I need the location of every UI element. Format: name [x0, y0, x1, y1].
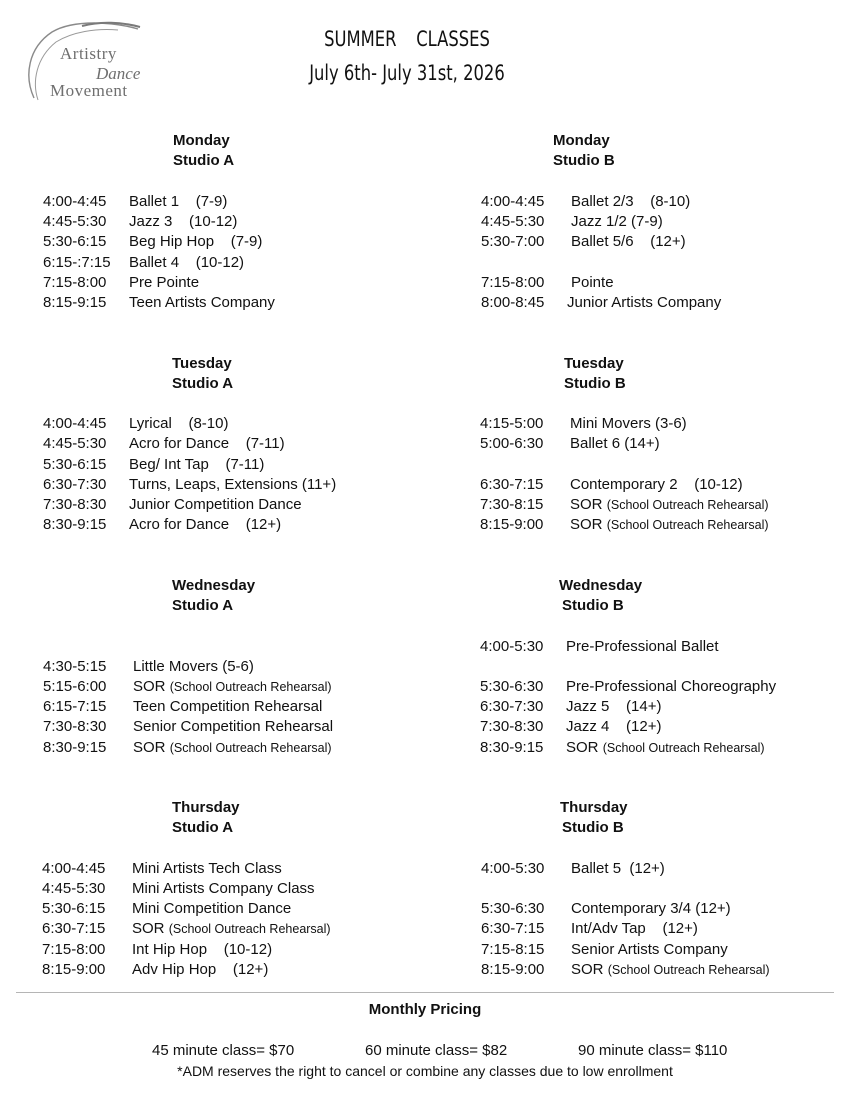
day-name: Thursday	[172, 799, 240, 816]
day-name: Monday	[553, 132, 610, 149]
class-name: Lyrical (8-10)	[129, 415, 229, 432]
class-name: Mini Competition Dance	[132, 900, 292, 917]
class-note: (School Outreach Rehearsal)	[168, 922, 331, 936]
class-name: Adv Hip Hop (12+)	[132, 961, 269, 978]
class-name: SOR	[570, 516, 603, 533]
day-heading-monday-studio-b	[553, 131, 615, 171]
day-name: Wednesday	[172, 577, 256, 594]
class-name: Ballet 2/3 (8-10)	[571, 193, 691, 210]
class-cell	[132, 919, 331, 939]
time-slot: 4:45-5:30	[43, 435, 107, 452]
studio-name: Studio B	[562, 819, 624, 836]
class-name: SOR	[132, 920, 165, 937]
time-slot: 7:15-8:00	[42, 941, 106, 958]
time-slot: 4:00-5:30	[480, 638, 544, 655]
time-slot: 5:30-6:15	[42, 900, 106, 917]
time-slot: 6:30-7:30	[43, 476, 107, 493]
day-heading-thursday-studio-a	[172, 798, 240, 838]
class-note: (School Outreach Rehearsal)	[169, 741, 332, 755]
time-slot: 5:15-6:00	[43, 678, 107, 695]
studio-name: Studio B	[564, 375, 626, 392]
class-cell	[570, 495, 769, 515]
studio-name: Studio A	[173, 152, 235, 169]
class-cell	[571, 960, 770, 980]
class-name: SOR	[566, 739, 599, 756]
time-slot: 8:30-9:15	[480, 739, 544, 756]
class-name: Mini Artists Tech Class	[132, 860, 282, 877]
time-slot: 4:00-4:45	[43, 415, 107, 432]
studio-name: Studio B	[553, 152, 615, 169]
enrollment-note: *ADM reserves the right to cancel or combine any classes due to low enrollment	[177, 1063, 673, 1079]
class-name: Ballet 6 (14+)	[570, 435, 660, 452]
price-90-min: 90 minute class= $110	[578, 1042, 728, 1059]
studio-name: Studio A	[172, 375, 234, 392]
time-slot: 4:45-5:30	[42, 880, 106, 897]
class-name: Pre-Professional Choreography	[566, 678, 777, 695]
class-note: (School Outreach Rehearsal)	[606, 498, 769, 512]
time-slot: 8:15-9:00	[42, 961, 106, 978]
time-slot: 5:30-7:00	[481, 233, 545, 250]
class-name: Acro for Dance (12+)	[129, 516, 282, 533]
class-name: SOR	[133, 678, 166, 695]
class-name: SOR	[571, 961, 604, 978]
time-slot: 7:15-8:15	[481, 941, 545, 958]
class-name: Jazz 4 (12+)	[566, 718, 662, 735]
class-name: Mini Artists Company Class	[132, 880, 315, 897]
class-name: Teen Artists Company	[129, 294, 275, 311]
time-slot: 5:30-6:15	[43, 456, 107, 473]
day-name: Tuesday	[564, 355, 624, 372]
time-slot: 4:00-4:45	[43, 193, 107, 210]
class-cell	[133, 677, 332, 697]
studio-name: Studio A	[172, 597, 234, 614]
divider	[16, 992, 834, 993]
class-cell	[566, 738, 765, 758]
class-name: Jazz 1/2 (7-9)	[571, 213, 663, 230]
class-name: Senior Competition Rehearsal	[133, 718, 334, 735]
class-note: (School Outreach Rehearsal)	[607, 963, 770, 977]
time-slot: 4:30-5:15	[43, 658, 107, 675]
class-name: Contemporary 2 (10-12)	[570, 476, 743, 493]
time-slot: 8:00-8:45	[481, 294, 545, 311]
class-name: SOR	[133, 739, 166, 756]
time-slot: 8:30-9:15	[43, 516, 107, 533]
class-name: Beg/ Int Tap (7-11)	[129, 456, 265, 473]
time-slot: 7:15-8:00	[481, 274, 545, 291]
class-name: SOR	[570, 496, 603, 513]
time-slot: 4:45-5:30	[481, 213, 545, 230]
time-slot: 7:30-8:30	[43, 496, 107, 513]
day-name: Tuesday	[172, 355, 232, 372]
studio-name: Studio B	[562, 597, 624, 614]
time-slot: 6:15-:7:15	[43, 254, 111, 271]
class-name: Junior Artists Company	[567, 294, 722, 311]
price-45-min: 45 minute class= $70	[152, 1042, 295, 1059]
time-slot: 5:00-6:30	[480, 435, 544, 452]
page-title: SUMMER CLASSES	[324, 27, 490, 51]
class-name: Mini Movers (3-6)	[570, 415, 687, 432]
class-note: (School Outreach Rehearsal)	[602, 741, 765, 755]
time-slot: 7:30-8:15	[480, 496, 544, 513]
class-name: Little Movers (5-6)	[133, 658, 254, 675]
class-name: Contemporary 3/4 (12+)	[571, 900, 731, 917]
logo-word-dance: Dance	[96, 64, 141, 83]
time-slot: 4:15-5:00	[480, 415, 544, 432]
class-name: Ballet 1 (7-9)	[129, 193, 228, 210]
time-slot: 5:30-6:15	[43, 233, 107, 250]
class-name: Junior Competition Dance	[129, 496, 302, 513]
class-name: Acro for Dance (7-11)	[129, 435, 285, 452]
class-name: Ballet 5 (12+)	[571, 860, 665, 877]
day-heading-wednesday-studio-a	[172, 576, 255, 616]
logo-word-artistry: Artistry	[60, 44, 117, 63]
day-name: Monday	[173, 132, 230, 149]
class-cell	[570, 515, 769, 535]
time-slot: 8:15-9:00	[481, 961, 545, 978]
time-slot: 6:15-7:15	[43, 698, 107, 715]
logo-word-movement: Movement	[50, 81, 128, 100]
price-60-min: 60 minute class= $82	[365, 1042, 508, 1059]
class-name: Jazz 3 (10-12)	[129, 213, 238, 230]
class-name: Teen Competition Rehearsal	[133, 698, 323, 715]
class-name: Jazz 5 (14+)	[566, 698, 662, 715]
day-heading-thursday-studio-b	[560, 798, 628, 838]
time-slot: 6:30-7:15	[42, 920, 106, 937]
day-heading-monday-studio-a	[173, 131, 234, 171]
class-note: (School Outreach Rehearsal)	[169, 680, 332, 694]
class-name: Beg Hip Hop (7-9)	[129, 233, 263, 250]
class-name: Pre-Professional Ballet	[566, 638, 719, 655]
time-slot: 6:30-7:30	[480, 698, 544, 715]
date-range: July 6th- July 31st, 2026	[309, 61, 505, 85]
time-slot: 6:30-7:15	[481, 920, 545, 937]
time-slot: 5:30-6:30	[481, 900, 545, 917]
studio-name: Studio A	[172, 819, 234, 836]
time-slot: 4:00-5:30	[481, 860, 545, 877]
class-name: Ballet 5/6 (12+)	[571, 233, 686, 250]
time-slot: 7:30-8:30	[480, 718, 544, 735]
class-name: Senior Artists Company	[571, 941, 728, 958]
class-name: Pre Pointe	[129, 274, 200, 291]
day-name: Wednesday	[559, 577, 643, 594]
class-cell	[133, 738, 332, 758]
class-name: Ballet 4 (10-12)	[129, 254, 245, 271]
time-slot: 8:30-9:15	[43, 739, 107, 756]
time-slot: 4:00-4:45	[42, 860, 106, 877]
class-name: Pointe	[571, 274, 614, 291]
time-slot: 4:00-4:45	[481, 193, 545, 210]
time-slot: 6:30-7:15	[480, 476, 544, 493]
day-heading-tuesday-studio-a	[172, 354, 233, 394]
time-slot: 7:30-8:30	[43, 718, 107, 735]
time-slot: 8:15-9:00	[480, 516, 544, 533]
time-slot: 5:30-6:30	[480, 678, 544, 695]
class-name: Int Hip Hop (10-12)	[132, 941, 273, 958]
class-name: Int/Adv Tap (12+)	[571, 920, 698, 937]
time-slot: 8:15-9:15	[43, 294, 107, 311]
day-heading-wednesday-studio-b	[559, 576, 642, 616]
pricing-title: Monthly Pricing	[368, 1001, 482, 1018]
time-slot: 4:45-5:30	[43, 213, 107, 230]
class-note: (School Outreach Rehearsal)	[606, 518, 769, 532]
class-name: Turns, Leaps, Extensions (11+)	[129, 476, 337, 493]
day-heading-tuesday-studio-b	[564, 354, 626, 394]
time-slot: 7:15-8:00	[43, 274, 107, 291]
day-name: Thursday	[560, 799, 628, 816]
